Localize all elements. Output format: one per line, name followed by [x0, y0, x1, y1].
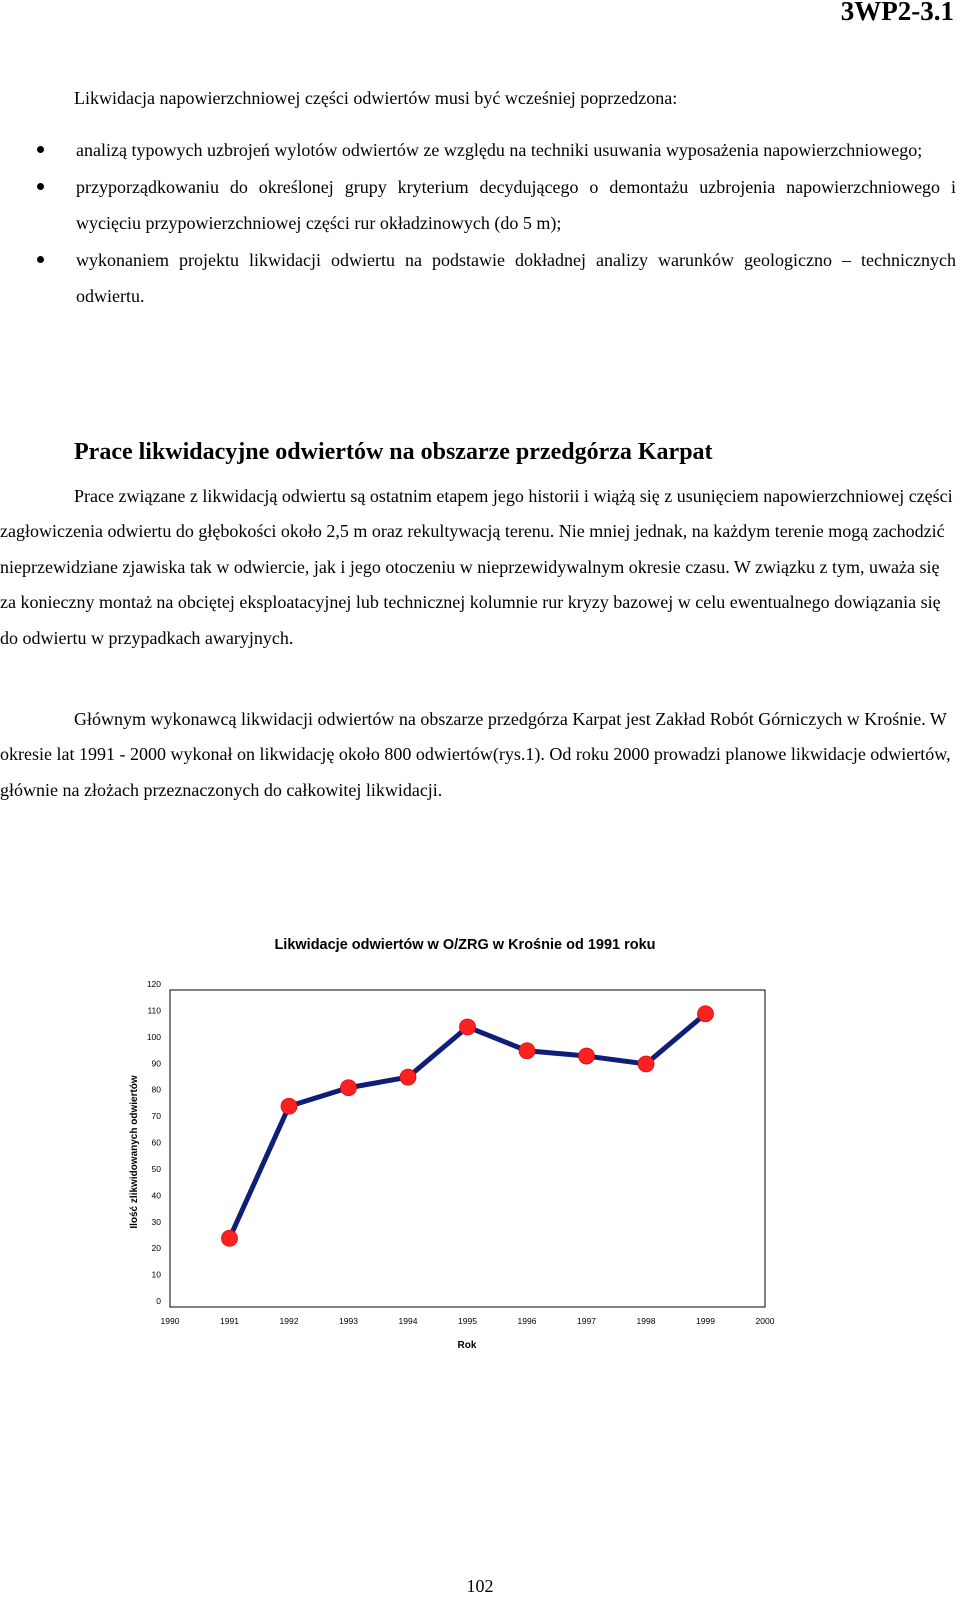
y-tick-label: 30: [151, 1216, 161, 1227]
paragraph: Głównym wykonawcą likwidacji odwiertów na obszarze przedgórza Karpat jest Zakład Robót Górniczych w Krośnie. W okresie lat 1991 - 2000 wykonał on likwidację około 800 odwiertów(rys.1). Od roku 2000 prowadzi planowe likwidacje odwiertów, głównie na złożach przeznaczonych do całkowitej likwidacji.: [0, 709, 951, 800]
data-point: [460, 1019, 476, 1035]
x-tick-label: 1994: [398, 1316, 418, 1326]
x-tick-label: 1991: [220, 1316, 239, 1326]
bullet-item: [0, 242, 960, 314]
data-point: [698, 1006, 714, 1022]
data-point: [519, 1043, 535, 1059]
bullet-dot-icon: [37, 183, 44, 190]
document-id: 3WP2-3.1: [840, 0, 954, 26]
bullet-dot-icon: [37, 256, 44, 263]
chart-container: [0, 930, 960, 1390]
x-tick-label: 1993: [339, 1316, 358, 1326]
bullet-text: wykonaniem projektu likwidacji odwiertu na podstawie dokładnej analizy warunków geologiczno – technicznych odwiertu.: [76, 250, 956, 306]
paragraph: Prace związane z likwidacją odwiertu są ostatnim etapem jego historii i wiążą się z usunięciem napowierzchniowej części zagłowiczenia odwiertu do głębokości około 2,5 m oraz rekultywacją terenu. Nie mniej jednak, na każdym terenie mogą zachodzić nieprzewidziane zjawiska tak w odwiercie, jak i jego otoczeniu w nieprzewidywalnym okresie czasu. W związku z tym, uważa się za konieczny montaż na obciętej eksploatacyjnej lub technicznej kolumnie rur kryzy bazowej w celu ewentualnego dowiązania się do odwiertu w przypadkach awaryjnych.: [0, 486, 953, 648]
bullet-list: [0, 132, 960, 315]
bullet-item: [0, 132, 960, 168]
x-tick-label: 2000: [755, 1316, 775, 1326]
x-tick-label: 1997: [577, 1316, 596, 1326]
x-tick-label: 1990: [160, 1316, 180, 1326]
y-tick-label: 20: [151, 1243, 161, 1254]
page-number: 102: [466, 1576, 494, 1596]
x-tick-label: 1996: [517, 1316, 537, 1326]
data-point: [400, 1069, 416, 1085]
data-point: [638, 1056, 654, 1072]
x-axis-label: Rok: [457, 1340, 477, 1351]
x-axis: [161, 1316, 775, 1326]
bullet-item: [0, 169, 960, 241]
y-tick-label: 40: [151, 1190, 161, 1201]
y-tick-label: 80: [151, 1084, 161, 1095]
y-tick-label: 110: [147, 1005, 161, 1016]
data-point: [579, 1048, 595, 1064]
y-tick-label: 120: [146, 979, 161, 989]
y-tick-label: 10: [151, 1269, 161, 1280]
x-tick-label: 1995: [458, 1316, 477, 1326]
bullet-text: analizą typowych uzbrojeń wylotów odwiertów ze względu na techniki usuwania wyposażenia napowierzchniowego;: [76, 140, 923, 160]
line-chart: [0, 930, 960, 1390]
y-tick-label: 100: [146, 1031, 161, 1042]
y-axis: [147, 979, 161, 1306]
y-tick-label: 50: [151, 1163, 161, 1174]
x-tick-label: 1992: [279, 1316, 299, 1326]
bullet-text: przyporządkowaniu do określonej grupy kryterium decydującego o demontażu uzbrojenia napowierzchniowego i wycięciu przypowierzchniowej części rur okładzinowych (do 5 m);: [76, 177, 956, 233]
intro-text: Likwidacja napowierzchniowej części odwiertów musi być wcześniej poprzedzona:: [74, 88, 678, 108]
y-axis-label: Ilość zlikwidowanych odwiertów: [129, 1075, 140, 1229]
data-point: [281, 1098, 297, 1114]
bullet-dot-icon: [37, 146, 44, 153]
x-tick-label: 1998: [636, 1316, 656, 1326]
y-tick-label: 60: [151, 1137, 161, 1148]
y-tick-label: 0: [156, 1296, 161, 1306]
data-point: [222, 1230, 238, 1246]
y-tick-label: 70: [151, 1111, 161, 1122]
x-tick-label: 1999: [696, 1316, 715, 1326]
chart-title: Likwidacje odwiertów w O/ZRG w Krośnie od 1991 roku: [274, 937, 656, 953]
y-tick-label: 90: [151, 1058, 161, 1069]
data-point: [341, 1080, 357, 1096]
section-heading: Prace likwidacyjne odwiertów na obszarze przedgórza Karpat: [74, 439, 713, 465]
